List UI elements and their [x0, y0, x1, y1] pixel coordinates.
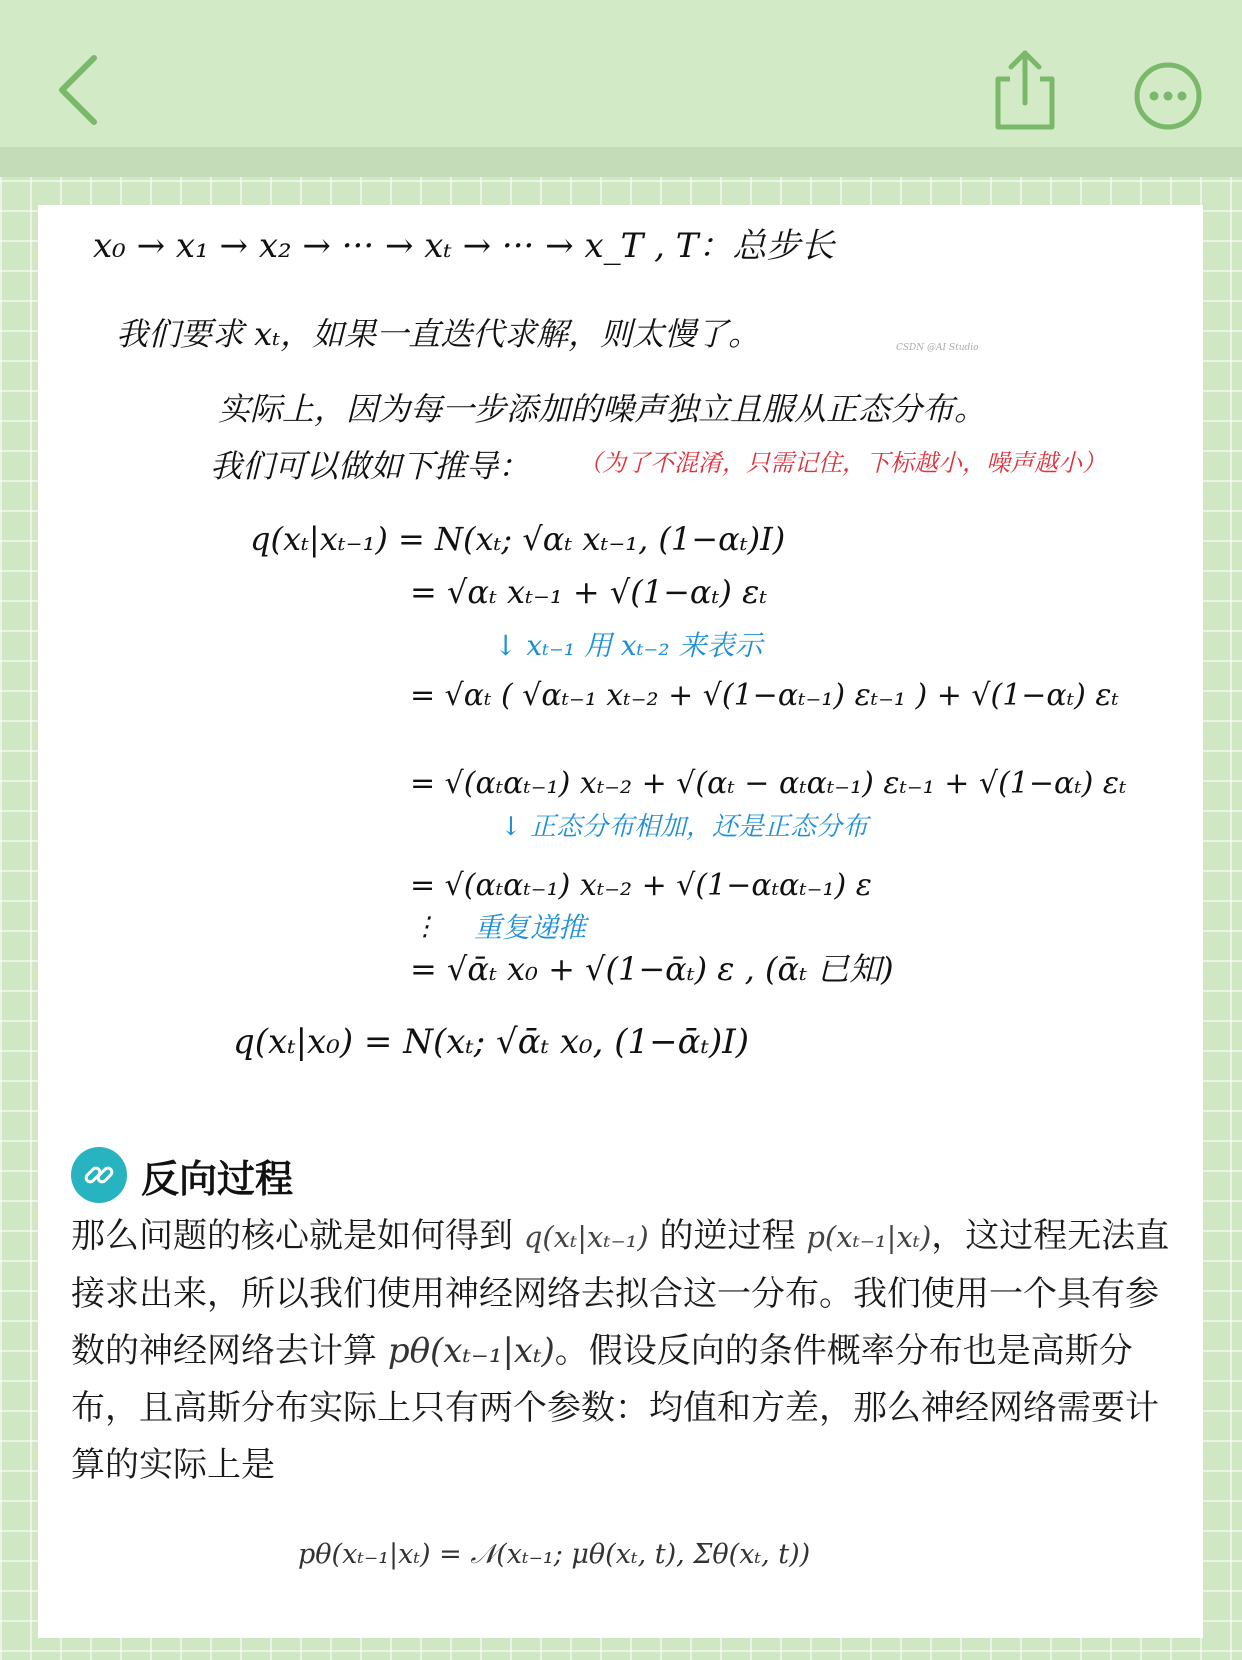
watermark: CSDN @AI Studio	[896, 343, 979, 353]
equation-2: = √αₜ xₜ₋₁ + √(1−αₜ) εₜ	[410, 573, 768, 611]
markov-chain-line: x₀ → x₁ → x₂ → ··· → xₜ → ··· → x_T , T：总步长	[93, 226, 835, 266]
section-title: 反向过程	[141, 1156, 294, 1201]
equation-5: = √(αₜαₜ₋₁) xₜ₋₂ + √(1−αₜαₜ₋₁) ε	[410, 868, 872, 903]
equation-1: q(xₜ|xₜ₋₁) = N(xₜ; √αₜ xₜ₋₁, (1−αₜ)I)	[250, 520, 786, 558]
share-icon[interactable]	[990, 45, 1060, 135]
math-p-theta: pθ(xₜ₋₁|xₜ)	[387, 1331, 555, 1371]
section-header	[71, 1147, 293, 1203]
blue-note-3: 重复递推	[474, 911, 587, 944]
body-text-1: 那么问题的核心就是如何得到	[71, 1216, 513, 1256]
derivation-line: 我们可以做如下推导：	[210, 447, 531, 485]
motivation-line: 我们要求 xₜ，如果一直迭代求解，则太慢了。	[116, 315, 761, 353]
equation-3: = √αₜ ( √αₜ₋₁ xₜ₋₂ + √(1−αₜ₋₁) εₜ₋₁ ) + √(1−αₜ) εₜ	[410, 678, 1119, 713]
note-card	[38, 205, 1203, 1638]
vertical-dots: ⋮	[412, 912, 438, 942]
handwritten-notes	[38, 205, 1203, 1165]
blue-note-1: ↓ xₜ₋₁ 用 xₜ₋₂ 来表示	[494, 629, 763, 662]
math-p-reverse: p(xₜ₋₁|xₜ)	[806, 1220, 932, 1254]
equation-4: = √(αₜαₜ₋₁) xₜ₋₂ + √(αₜ − αₜαₜ₋₁) εₜ₋₁ + √(1−αₜ) εₜ	[410, 766, 1127, 801]
body-paragraph	[71, 1208, 1171, 1494]
independence-line: 实际上，因为每一步添加的噪声独立且服从正态分布。	[218, 390, 987, 428]
red-note: （为了不混淆，只需记住，下标越小，噪声越小）	[578, 449, 1106, 477]
more-icon[interactable]	[1132, 60, 1204, 132]
body-text-3: ，这过程无法直接求出来，所以我们使用神经网络去拟合这一分布。我们使用一个具有参数的神经网络去计算	[71, 1216, 1170, 1371]
math-q-forward: q(xₜ|xₜ₋₁)	[523, 1220, 649, 1254]
top-bar	[0, 0, 1242, 177]
equation-7: q(xₜ|x₀) = N(xₜ; √ᾱₜ x₀, (1−ᾱₜ)I)	[233, 1022, 749, 1062]
equation-6: = √ᾱₜ x₀ + √(1−ᾱₜ) ε , (ᾱₜ 已知)	[410, 950, 894, 988]
body-text-2: 的逆过程	[659, 1216, 796, 1256]
blue-note-2: ↓ 正态分布相加，还是正态分布	[500, 812, 869, 842]
body-text-4: 。假设反向的条件概率分布也是高斯分布，且高斯分布实际上只有两个参数：均值和方差，那么神经网络需要计算的实际上是	[71, 1331, 1159, 1485]
back-icon[interactable]	[52, 50, 112, 130]
link-icon	[71, 1147, 127, 1203]
reverse-formula: pθ(xₜ₋₁|xₜ) = 𝒩(xₜ₋₁; μθ(xₜ, t), Σθ(xₜ, t))	[298, 1539, 811, 1570]
